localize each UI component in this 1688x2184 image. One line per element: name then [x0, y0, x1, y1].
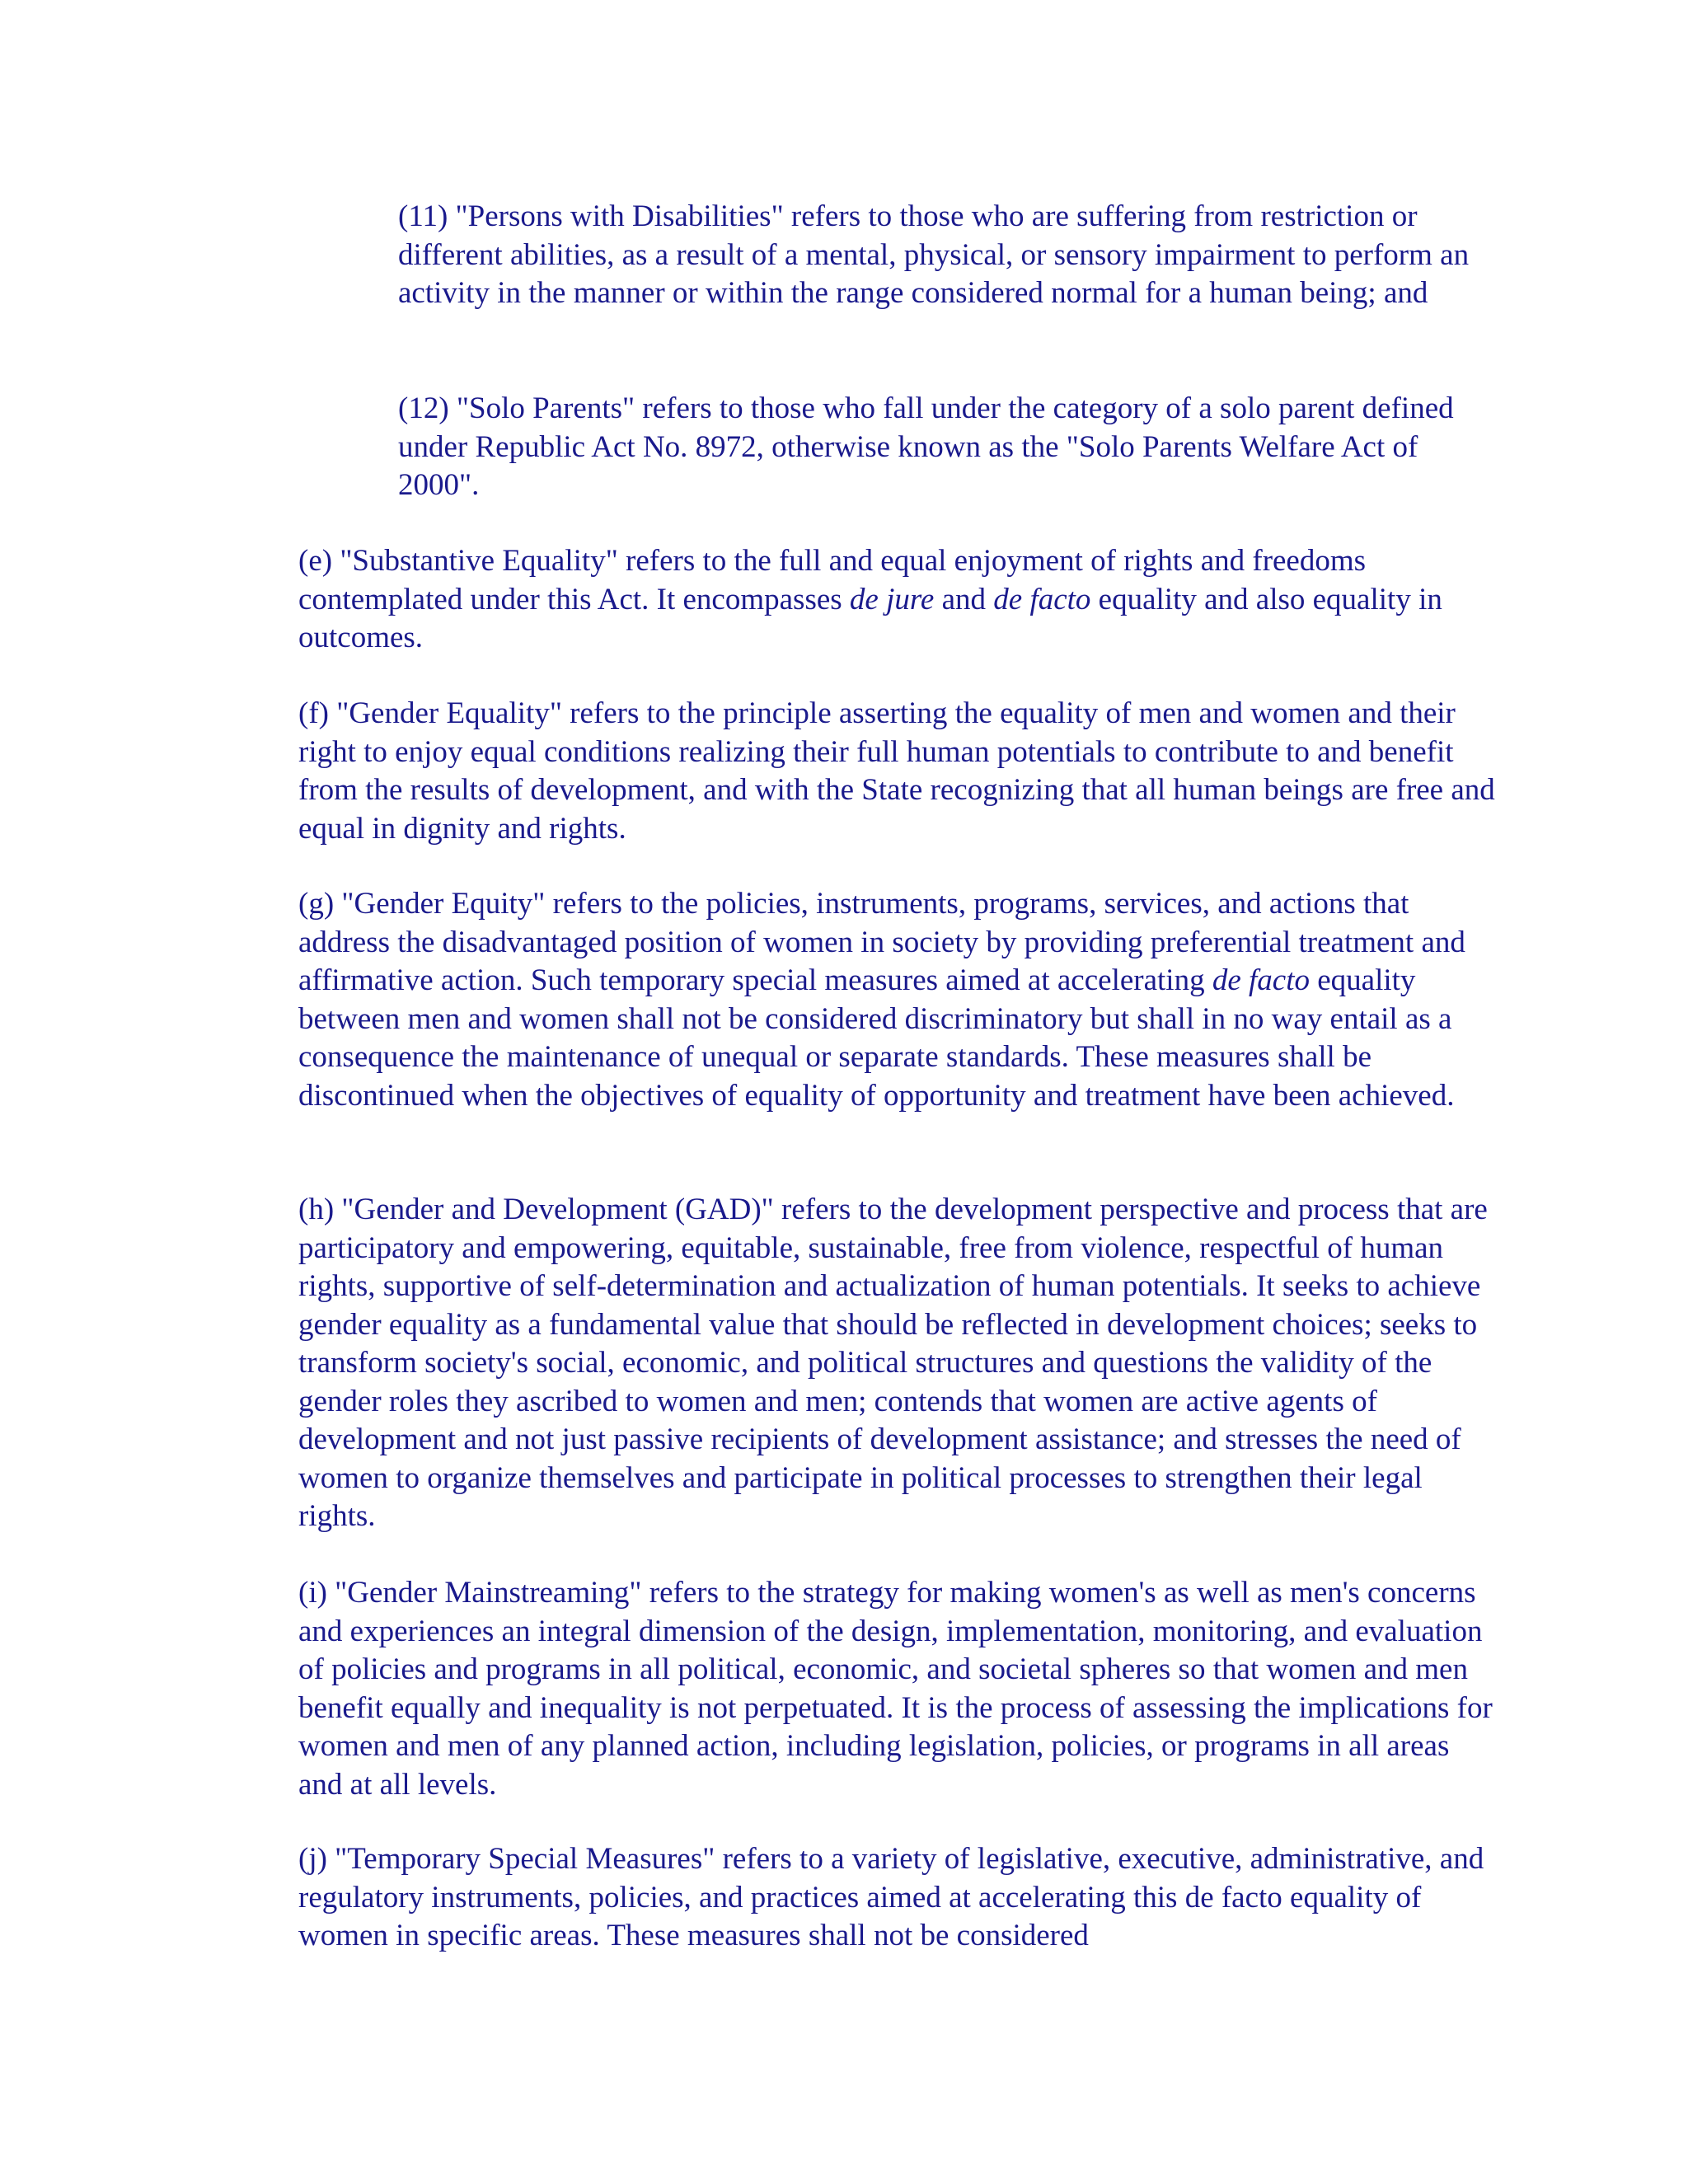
paragraph-text: (h) "Gender and Development (GAD)" refers to the development perspective and process that are participatory and empowering, equitable, sustainable, free from violence, respectful of human rights, supportive of self-determination and actualization of human potentials. It seeks to achieve gender equality as a fundamental value that should be reflected in development choices; seeks to transform society's social, economic, and political structures and questions the validity of the gender roles they ascribed to women and men; contends that women are active agents of development and not just passive recipients of development assistance; and stresses the need of women to organize themselves and participate in political processes to strengthen their legal rights. [298, 1193, 1488, 1533]
paragraph-12-solo-parents [398, 390, 1486, 505]
paragraph-text: equality between men and women shall not be considered discriminatory but shall in no way entail as a consequence the maintenance of unequal or separate standards. These measures shall be discontinued when the objectives of equality of opportunity and treatment have been achieved. [298, 963, 1455, 1113]
paragraph-text: (i) "Gender Mainstreaming" refers to the strategy for making women's as well as men's concerns and experiences an integral dimension of the design, implementation, monitoring, and evaluation of policies and programs in all political, economic, and societal spheres so that women and men benefit equally and inequality is not perpetuated. It is the process of assessing the implications for women and men of any planned action, including legislation, policies, or programs in all areas and at all levels. [298, 1576, 1493, 1802]
italic-term: de jure [849, 582, 935, 616]
paragraph-i-gender-mainstreaming [298, 1574, 1498, 1804]
paragraph-text: (e) "Substantive Equality" refers to the full and equal enjoyment of rights and freedoms contemplated under this Act. It encompasses [298, 544, 1367, 616]
paragraph-text: and [934, 582, 994, 616]
italic-term: de facto [1212, 963, 1310, 997]
italic-term: de facto [993, 582, 1091, 616]
paragraph-text: (12) "Solo Parents" refers to those who fall under the category of a solo parent defined under Republic Act No. 8972, otherwise known as the "Solo Parents Welfare Act of 2000". [398, 391, 1454, 502]
paragraph-text: (j) "Temporary Special Measures" refers to a variety of legislative, executive, administrative, and regulatory instruments, policies, and practices aimed at accelerating this de facto equality of women in specific areas. These measures shall not be considered [298, 1842, 1484, 1952]
paragraph-g-gender-equity [298, 885, 1498, 1115]
paragraph-text: (f) "Gender Equality" refers to the principle asserting the equality of men and women and their right to enjoy equal conditions realizing their full human potentials to contribute to and benefit from the results of development, and with the State recognizing that all human beings are free and equal in dignity and rights. [298, 696, 1495, 846]
paragraph-f-gender-equality [298, 695, 1498, 848]
paragraph-text: (11) "Persons with Disabilities" refers to those who are suffering from restriction or different abilities, as a result of a mental, physical, or sensory impairment to perform an activity in the manner or within the range considered normal for a human being; and [398, 199, 1470, 310]
paragraph-text: (g) "Gender Equity" refers to the policies, instruments, programs, services, and actions that address the disadvantaged position of women in society by providing preferential treatment and affirmative action. Such temporary special measures aimed at accelerating [298, 887, 1465, 997]
paragraph-11-persons-with-disabilities [398, 198, 1486, 313]
paragraph-j-temporary-special-measures [298, 1840, 1498, 1956]
paragraph-h-gender-and-development [298, 1191, 1498, 1536]
paragraph-text: equality and also equality in outcomes. [298, 582, 1442, 654]
paragraph-e-substantive-equality [298, 542, 1498, 658]
